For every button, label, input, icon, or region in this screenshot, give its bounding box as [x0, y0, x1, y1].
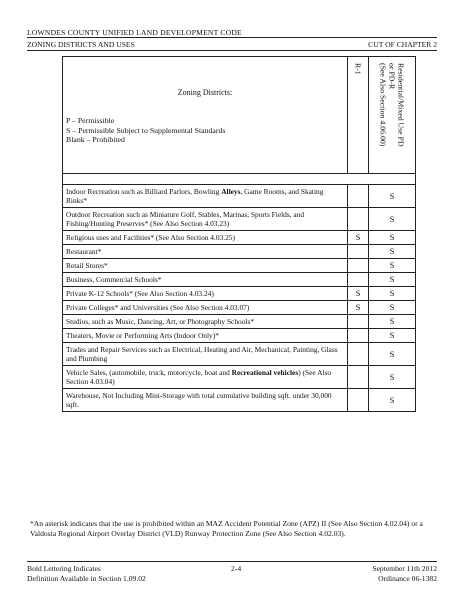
column-header-pd — [369, 57, 416, 174]
bold-note-line2: Definition Available in Section 1.09.02 — [27, 573, 146, 583]
code-title: LOWNDES COUNTY UNIFIED LAND DEVELOPMENT CODE — [27, 28, 242, 37]
pd-value: S — [369, 329, 416, 343]
use-text: Warehouse, Not Including Mini-Storage with total cumulative building sqft. under 30,000 sqft. — [66, 391, 332, 409]
use-text: Trades and Repair Services such as Electrical, Heating and Air, Mechanical, Painting, Glass and Plumbing — [66, 345, 338, 363]
table-row — [63, 329, 416, 343]
use-text: Theaters, Movie or Performing Arts (Indoor Only)* — [66, 331, 219, 340]
pd-value: S — [369, 231, 416, 245]
r1-value — [348, 343, 369, 366]
use-description — [63, 245, 348, 259]
footer-ordinance: Ordinance 06-1382 — [378, 573, 437, 583]
use-description — [63, 287, 348, 301]
pd-value: S — [369, 287, 416, 301]
use-text: Vehicle Sales, (automobile, truck, motorcycle, boat and — [66, 368, 232, 377]
r1-value — [348, 259, 369, 273]
bold-lettering-note — [27, 564, 146, 583]
pd-value: S — [369, 245, 416, 259]
header-rule-bottom — [27, 50, 437, 51]
pd-value: S — [369, 343, 416, 366]
spacer-row — [63, 174, 416, 185]
use-text: Private K-12 Schools* (See Also Section 4.03.24) — [66, 289, 214, 298]
footer-rule — [27, 561, 437, 562]
table-row — [63, 185, 416, 208]
use-description — [63, 208, 348, 231]
use-description — [63, 231, 348, 245]
use-defined-term: Alleys — [221, 187, 241, 196]
column-header-r1-label: R-1 — [353, 63, 363, 75]
asterisk-footnote: *An asterisk indicates that the use is prohibited within an MAZ Accident Potential Zone (APZ) II (See Also Section 4.02.04) or a Valdosta Regional Airport Overlay District (VLD) Runway Protection Zone (See Also Section 4.02.03). — [30, 519, 423, 538]
use-description — [63, 273, 348, 287]
use-text: Business, Commercial Schools* — [66, 275, 162, 284]
r1-value: S — [348, 301, 369, 315]
header-rule-top — [27, 37, 437, 38]
footer-date: September 11th 2012 — [372, 564, 437, 573]
pd-value: S — [369, 315, 416, 329]
table-row — [63, 389, 416, 412]
table-row — [63, 343, 416, 366]
page-number: 2-4 — [231, 564, 242, 573]
use-text-suffix: ) (See Also Section 4.03.04) — [66, 368, 332, 386]
legend — [66, 116, 344, 145]
pd-value: S — [369, 259, 416, 273]
use-description — [63, 329, 348, 343]
chapter-right-label: CUT OF CHAPTER 2 — [368, 40, 437, 49]
table-row — [63, 301, 416, 315]
pd-value: S — [369, 301, 416, 315]
table-row — [63, 287, 416, 301]
use-text: Private Colleges* and Universities (See Also Section 4.03.07) — [66, 303, 250, 312]
pd-value: S — [369, 273, 416, 287]
r1-value — [348, 245, 369, 259]
table-row — [63, 315, 416, 329]
use-description — [63, 185, 348, 208]
table-row — [63, 259, 416, 273]
use-text: Studios, such as Music, Dancing, Art, or Photography Schools* — [66, 317, 255, 326]
pd-value: S — [369, 389, 416, 412]
legend-supplemental: S – Permissible Subject to Supplemental Standards — [66, 125, 226, 135]
zoning-districts-title: Zoning Districts: — [177, 88, 233, 98]
column-header-r1 — [348, 57, 369, 174]
legend-cell — [63, 57, 348, 174]
table-row — [63, 245, 416, 259]
table-row — [63, 208, 416, 231]
use-defined-term: Recreational vehicles — [231, 368, 299, 377]
chapter-title: ZONING DISTRICTS AND USES — [27, 40, 135, 49]
r1-value — [348, 389, 369, 412]
use-description — [63, 343, 348, 366]
use-description — [63, 366, 348, 389]
table-row — [63, 231, 416, 245]
use-text: Restaurant* — [66, 247, 102, 256]
use-description — [63, 301, 348, 315]
r1-value — [348, 273, 369, 287]
legend-prohibited: Blank – Prohibited — [66, 135, 125, 145]
column-header-pd-label: Residential/Mixed Use PD or PD-R (See Also Section 4.06.00) — [378, 63, 406, 147]
bold-note-line1: Bold Lettering Indicates — [27, 564, 101, 573]
table-row — [63, 273, 416, 287]
r1-value — [348, 185, 369, 208]
table-header-row — [63, 57, 416, 174]
r1-value — [348, 329, 369, 343]
r1-value: S — [348, 231, 369, 245]
footer-date-block — [372, 564, 437, 583]
table-row — [63, 366, 416, 389]
use-text: Indoor Recreation such as Billiard Parlors, Bowling — [66, 187, 222, 196]
chapter-header — [27, 40, 437, 49]
use-description — [63, 389, 348, 412]
use-text: Outdoor Recreation such as Miniature Golf, Stables, Marinas, Sports Fields, and Fishing/Hunting Preserves* (See Also Section 4.03.23) — [66, 210, 305, 228]
r1-value — [348, 208, 369, 231]
use-description — [63, 259, 348, 273]
use-text: Retail Stores* — [66, 261, 108, 270]
pd-value: S — [369, 208, 416, 231]
use-description — [63, 315, 348, 329]
pd-value: S — [369, 366, 416, 389]
legend-permissible: P – Permissible — [66, 116, 115, 126]
use-text-suffix: , Game Rooms, and Skating Rinks* — [66, 187, 324, 205]
r1-value — [348, 366, 369, 389]
use-text: Religious uses and Facilities* (See Also Section 4.03.25) — [66, 233, 235, 242]
zoning-uses-table — [62, 56, 416, 412]
r1-value — [348, 315, 369, 329]
r1-value: S — [348, 287, 369, 301]
pd-value: S — [369, 185, 416, 208]
